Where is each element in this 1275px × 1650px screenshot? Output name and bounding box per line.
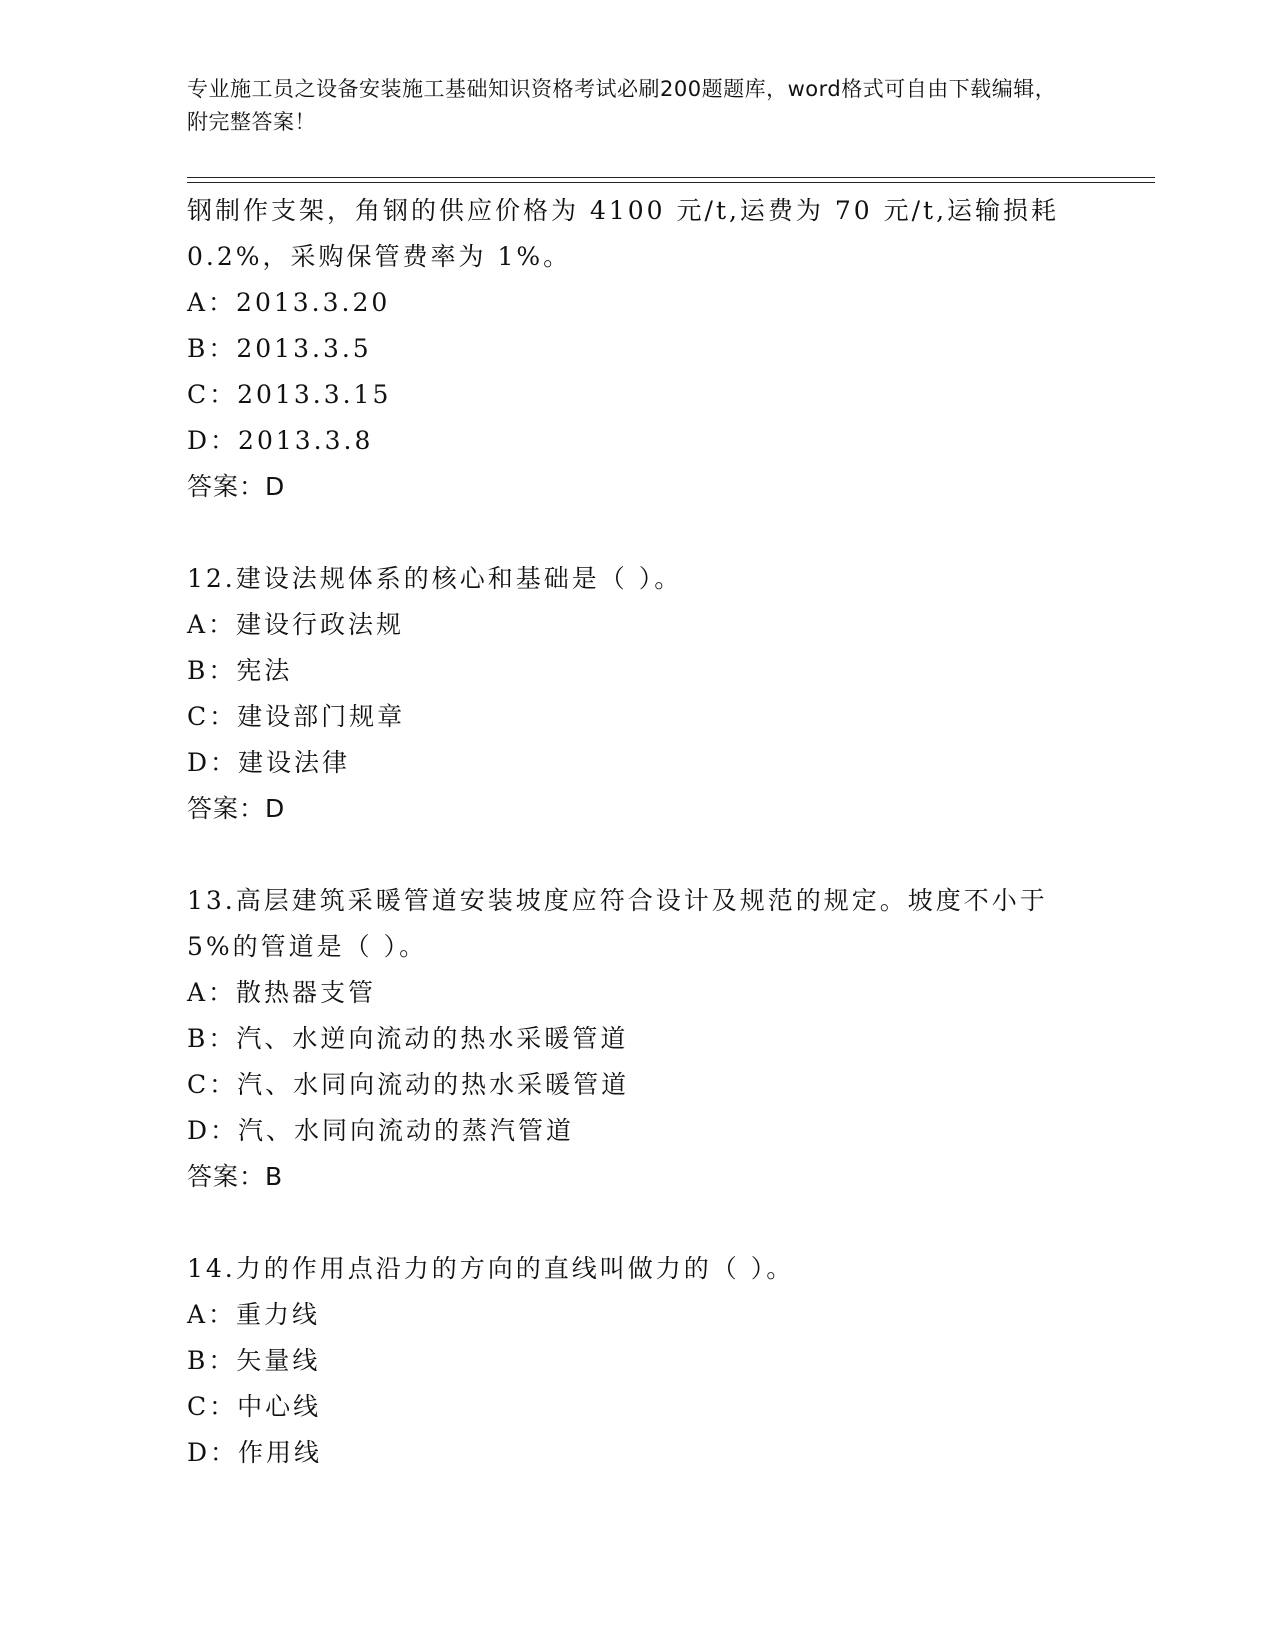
question-14	[187, 1246, 1147, 1476]
question-text-line: 5%的管道是（ ）。	[187, 932, 428, 961]
question-spacer	[187, 832, 1147, 878]
document-body	[187, 188, 1147, 1476]
option-d: D：建设法律	[187, 748, 351, 777]
option-b: B：汽、水逆向流动的热水采暖管道	[187, 1024, 629, 1053]
question-text-line: 钢制作支架，角钢的供应价格为 4100 元/t,运费为 70 元/t,运输损耗	[187, 196, 1060, 225]
header-divider-bottom	[187, 182, 1155, 183]
answer-line: 答案：D	[187, 472, 286, 501]
option-c: C：汽、水同向流动的热水采暖管道	[187, 1070, 630, 1099]
option-d: D：汽、水同向流动的蒸汽管道	[187, 1116, 575, 1145]
option-a: A：重力线	[187, 1300, 321, 1329]
question-fragment	[187, 188, 1147, 510]
option-c: C：中心线	[187, 1392, 322, 1421]
question-12	[187, 556, 1147, 832]
question-13	[187, 878, 1147, 1200]
option-d: D：2013.3.8	[187, 426, 374, 455]
question-text-line: 14.力的作用点沿力的方向的直线叫做力的（ ）。	[187, 1254, 795, 1283]
question-text-line: 12.建设法规体系的核心和基础是（ ）。	[187, 564, 683, 593]
option-b: B：2013.3.5	[187, 334, 372, 363]
header-divider-top	[187, 177, 1155, 178]
document-header: 专业施工员之设备安装施工基础知识资格考试必刷200题题库，word格式可自由下载编辑，附完整答案！	[187, 77, 1057, 134]
option-c: C：建设部门规章	[187, 702, 406, 731]
question-spacer	[187, 1200, 1147, 1246]
question-text-line: 13.高层建筑采暖管道安装坡度应符合设计及规范的规定。坡度不小于	[187, 886, 1048, 915]
question-text-line: 0.2%，采购保管费率为 1%。	[187, 242, 572, 271]
answer-line: 答案：B	[187, 1162, 284, 1191]
option-a: A：建设行政法规	[187, 610, 405, 639]
option-b: B：矢量线	[187, 1346, 321, 1375]
question-spacer	[187, 510, 1147, 556]
option-d: D：作用线	[187, 1438, 323, 1467]
option-b: B：宪法	[187, 656, 293, 685]
option-c: C：2013.3.15	[187, 380, 392, 409]
answer-line: 答案：D	[187, 794, 286, 823]
option-a: A：2013.3.20	[187, 288, 391, 317]
option-a: A：散热器支管	[187, 978, 377, 1007]
